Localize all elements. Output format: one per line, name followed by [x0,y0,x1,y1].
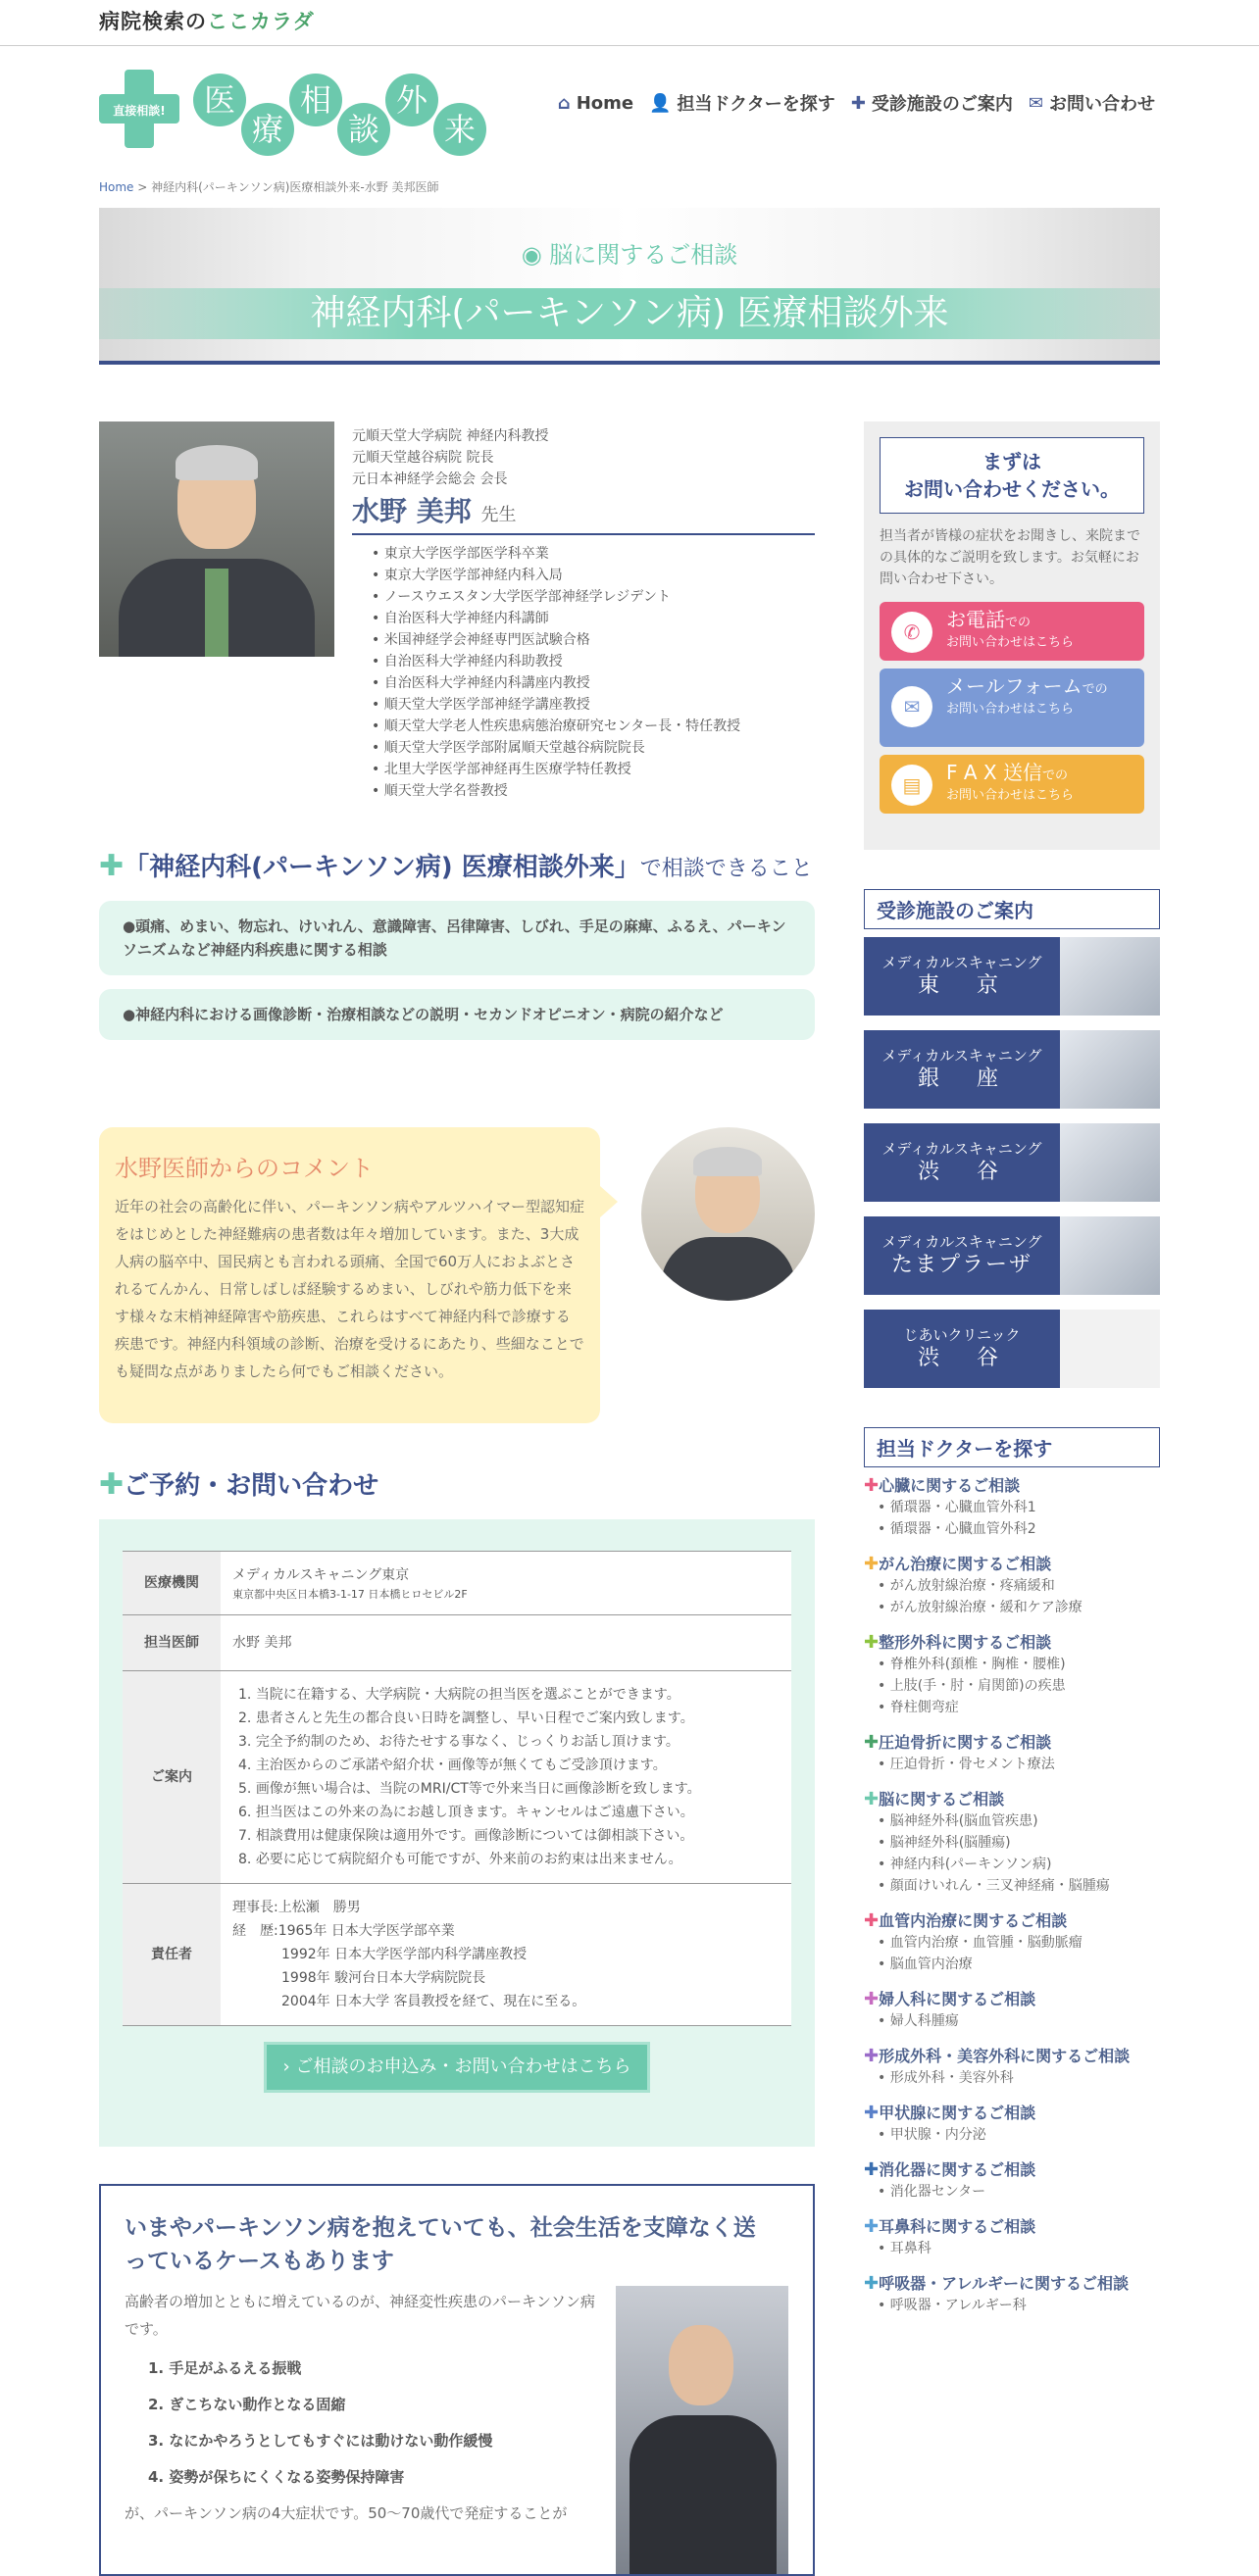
career-item: • 東京大学医学部神経内科入局 [372,565,740,586]
guide-item: 8. 必要に応じて病院紹介も可能ですが、外来前のお約束は出来ません。 [238,1852,682,1867]
article-outro: が、パーキンソン病の4大症状です。50～70歳代で発症することが [125,2504,568,2522]
consult-item: ●頭痛、めまい、物忘れ、けいれん、意識障害、呂律障害、しびれ、手足の麻痺、ふるえ、パーキンソニズムなど神経内科疾患に関する相談 [99,901,815,975]
doctor-category-link[interactable] [864,2046,1160,2067]
plus-icon: ✚ [864,2046,880,2066]
career-item: • 東京大学医学部医学科卒業 [372,543,740,565]
doctor-link[interactable]: • 形成外科・美容外科 [864,2067,1160,2089]
guide-item: 3. 完全予約制のため、お待たせする事なく、じっくりお話し頂けます。 [238,1734,680,1750]
career-item: • ノースウエスタン大学医学部神経学レジデント [372,586,740,608]
comment-body: 近年の社会の高齢化に伴い、パーキンソン病やアルツハイマー型認知症をはじめとした神経難病の患者数は年々増加しています。また、3大成人病の脳卒中、国民病とも言われる頭痛、全国で60万人におよぶとされるてんかん、日常しばしば経験するめまい、しびれや筋力低下を来す様々な末梢神経障害や筋疾患、これらはすべて神経内科で診療する疾患です。神経内科領域の診断、治療を受けるにあたり、些細なことでも疑問な点がありましたら何でもご相談ください。 [115,1198,584,1380]
doctor-link[interactable]: • 圧迫骨折・骨セメント療法 [864,1754,1160,1775]
doctor-link-list [864,1754,1160,1775]
career-item: • 順天堂大学老人性疾患病態治療研究センター長・特任教授 [372,716,740,737]
nav-label: 担当ドクターを探す [677,94,835,115]
fax-icon: ▤ [891,765,932,806]
category-label: 呼吸器・アレルギーに関するご相談 [879,2274,1130,2293]
cross-icon [99,70,179,148]
doctor-category-link[interactable] [864,1989,1160,2010]
plus-icon: ✚ [99,1467,125,1502]
symptom-text: 姿勢が保ちにくくなる姿勢保持障害 [169,2468,405,2486]
btn-small: お問い合わせはこちら [946,788,1075,803]
doctor-category-link[interactable] [864,1632,1160,1654]
doctor-link[interactable]: • 甲状腺・内分泌 [864,2124,1160,2146]
institution-name: メディカルスキャニング東京 [232,1567,410,1583]
article-intro: 高齢者の増加とともに増えているのが、神経変性疾患のパーキンソン病です。 [125,2293,595,2338]
category-label: がん治療に関するご相談 [879,1555,1052,1573]
consult-apply-button[interactable] [264,2042,650,2093]
brand-char: 医 [193,74,246,126]
facility-sub: メディカルスキャニング [881,1233,1042,1251]
contact-heading: まずは お問い合わせください。 [880,437,1144,514]
hero-category-text: 脳に関するご相談 [549,241,738,269]
chevron-right-icon: › [282,2056,296,2077]
doctor-name-text: 水野 美邦 [352,495,472,527]
plus-icon: ✚ [864,2159,880,2180]
guide-text: 当院に在籍する、大学病院・大病院の担当医を選ぶことができます。 [255,1687,680,1703]
doctor-link[interactable]: • 循環器・心臓血管外科1 [864,1497,1160,1518]
header [0,46,1259,173]
brand-char: 外 [385,74,438,126]
resp-line: 1992年 日本大学医学部内科学講座教授 [281,1947,528,1962]
career-item: • 米国神経学会神経専門医試験合格 [372,629,740,651]
article-box [99,2184,815,2576]
facility-photo [1060,1216,1160,1295]
plus-icon: ✚ [864,2103,880,2123]
guide-item: 4. 主治医からのご承諾や紹介状・画像等が無くてもご受診頂けます。 [238,1758,667,1773]
doctor-finder-title: 担当ドクターを探す [864,1427,1160,1467]
guide-text: 必要に応じて病院紹介も可能ですが、外来前のお約束は出来ません。 [255,1852,682,1867]
doctor-link-list [864,2124,1160,2146]
doctor-link-list [864,2067,1160,2089]
category-label: 耳鼻科に関するご相談 [879,2217,1036,2236]
facility-link[interactable] [864,1310,1160,1388]
phone-icon: ✆ [891,612,932,653]
hero-category [99,235,1160,270]
doctor-link-list [864,2238,1160,2259]
top-bar [0,0,1259,46]
guide-text: 画像が無い場合は、当院のMRI/CT等で外来当日に画像診断を致します。 [255,1781,701,1797]
doctor-link[interactable]: • がん放射線治療・疼痛緩和 [864,1575,1160,1597]
reservation-table [123,1551,791,2026]
facility-link[interactable] [864,1123,1160,1202]
facilities-title: 受診施設のご案内 [864,889,1160,929]
hero-banner [99,208,1160,365]
doctor-link[interactable]: • 脊椎外科(頚椎・胸椎・腰椎) [864,1654,1160,1675]
symptom-item: 3. なにかやろうとしてもすぐには動けない動作緩慢 [148,2432,493,2450]
doctor-title: 元順天堂越谷病院 院長 [352,450,494,466]
doctor-link-list [864,1810,1160,1897]
facility-photo [1060,937,1160,1016]
facility-photo [1060,1123,1160,1202]
breadcrumb-home-link[interactable]: Home [99,180,134,194]
category-label: 甲状腺に関するご相談 [879,2104,1036,2122]
table-row [123,1615,791,1671]
mail-contact-button[interactable] [880,669,1144,747]
btn-big: お電話 [946,608,1005,631]
plus-icon: ✚ [99,849,125,883]
plus-icon: ✚ [864,2273,880,2294]
guide-text: 担当医はこの外来の為にお越し頂きます。キャンセルはご遠慮下さい。 [255,1805,694,1820]
table-row [123,1671,791,1884]
doctor-category-link[interactable] [864,2273,1160,2295]
main-nav [558,90,1155,116]
logo-accent-text: ここカラダ [207,10,315,33]
category-label: 脳に関するご相談 [879,1790,1005,1808]
doctor-link-list [864,2295,1160,2316]
doctor-link[interactable]: • 上肢(手・肘・肩関節)の疾患 [864,1675,1160,1697]
doctor-category-link[interactable] [864,1789,1160,1810]
phone-contact-button[interactable] [880,602,1144,661]
doctor-link-list [864,2010,1160,2032]
doctor-link[interactable]: • 婦人科腫瘍 [864,2010,1160,2032]
row-label: 担当医師 [123,1615,221,1671]
consult-heading [99,847,815,889]
reservation-box [99,1519,815,2147]
plus-icon: ✚ [864,1732,880,1753]
doctor-titles [352,425,548,490]
sidebar [864,421,1160,2316]
career-item: • 順天堂大学医学部神経学講座教授 [372,694,740,716]
guide-item: 2. 患者さんと先生の都合良い日時を調整し、早い日程でご案内致します。 [238,1710,694,1726]
facility-name: 渋 谷 [917,1160,1006,1184]
nav-find-doctor[interactable] [649,90,835,116]
category-label: 形成外科・美容外科に関するご相談 [879,2047,1131,2065]
doctor-title: 元日本神経学会総会 会長 [352,471,508,487]
doctor-category-link[interactable] [864,2159,1160,2181]
row-label: 責任者 [123,1884,221,2026]
doctor-link[interactable]: • 呼吸器・アレルギー科 [864,2295,1160,2316]
doctor-category-link[interactable] [864,2103,1160,2124]
plus-icon: ✚ [864,1910,880,1931]
career-item: • 順天堂大学名誉教授 [372,780,740,802]
hero-title-band [99,288,1160,339]
doctor-title: 元順天堂大学病院 神経内科教授 [352,428,549,444]
doctor-link[interactable]: • 脳神経外科(脳腫瘍) [864,1832,1160,1854]
table-row [123,1884,791,2026]
category-label: 婦人科に関するご相談 [879,1990,1036,2008]
resp-line: 理事長:上松瀬 勝男 [232,1900,361,1915]
doctor-category-link[interactable] [864,1910,1160,1932]
category-label: 血管内治療に関するご相談 [879,1911,1068,1930]
doctor-category-link[interactable] [864,1475,1160,1497]
doctor-photo [99,421,334,657]
facility-photo [1060,1030,1160,1109]
nav-facilities[interactable] [851,90,1013,116]
doctor-name [352,490,815,535]
guide-cell [221,1671,791,1884]
facility-name: 銀 座 [917,1066,1006,1091]
career-item: • 自治医科大学神経内科講座内教授 [372,672,740,694]
facility-sub: メディカルスキャニング [881,954,1042,971]
brand-char: 談 [337,103,390,156]
brand-char: 来 [433,103,486,156]
plus-icon: ✚ [864,1989,880,2009]
guide-list [232,1683,780,1871]
nav-label: 受診施設のご案内 [871,94,1013,115]
breadcrumb-separator: > [133,180,152,194]
table-row [123,1552,791,1615]
row-label: 医療機関 [123,1552,221,1615]
symptom-text: なにかやろうとしてもすぐには動けない動作緩慢 [169,2432,493,2450]
doctor-link-list [864,1497,1160,1540]
row-label: ご案内 [123,1671,221,1884]
career-item: • 自治医科大学神経内科助教授 [372,651,740,672]
facility-link[interactable] [864,1030,1160,1109]
doctor-link[interactable]: • 顔面けいれん・三叉神経痛・脳腫瘍 [864,1875,1160,1897]
reservation-heading [99,1465,378,1506]
guide-text: 相談費用は健康保険は適用外です。画像診断については御相談下さい。 [255,1828,694,1844]
career-item: • 自治医科大学神経内科講師 [372,608,740,629]
career-item: • 順天堂大学医学部附属順天堂越谷病院院長 [372,737,740,759]
consult-section [99,847,815,1040]
doctor-link[interactable]: • 耳鼻科 [864,2238,1160,2259]
plus-icon: ✚ [864,2216,880,2237]
category-label: 心臓に関するご相談 [879,1476,1021,1495]
career-item: • 北里大学医学部神経再生医療学特任教授 [372,759,740,780]
doctor-link[interactable]: • 神経内科(パーキンソン病) [864,1854,1160,1875]
breadcrumb-current: 神経内科(パーキンソン病)医療相談外来-水野 美邦医師 [151,180,439,194]
facility-photo [1060,1310,1160,1388]
category-label: 消化器に関するご相談 [879,2160,1036,2179]
doctor-cell: 水野 美邦 [221,1615,791,1671]
doctor-category-list [864,1475,1160,2316]
contact-box [864,421,1160,850]
facility-name: たまプラーザ [890,1253,1032,1277]
consult-item: ●神経内科における画像診断・治療相談などの説明・セカンドオピニオン・病院の紹介など [99,989,815,1040]
brand-badge: 直接相談! [113,104,166,118]
facilities-section [864,889,1160,1388]
doctor-link-list [864,1575,1160,1618]
guide-text: 完全予約制のため、お待たせする事なく、じっくりお話し頂けます。 [255,1734,680,1750]
btn-small: お問い合わせはこちら [946,702,1075,717]
facility-link[interactable] [864,937,1160,1016]
plus-icon: ✚ [864,1632,880,1653]
plus-icon: ✚ [864,1475,880,1496]
brand-char: 療 [241,103,294,156]
doctor-finder [864,1427,1160,2316]
guide-item: 1. 当院に在籍する、大学病院・大病院の担当医を選ぶことができます。 [238,1687,680,1703]
consult-heading-sub: で相談できること [639,857,813,881]
symptom-item: 1. 手足がふるえる振戦 [148,2359,302,2377]
brand-logo[interactable] [99,64,511,152]
contact-desc: 担当者が皆様の症状をお聞きし、来院までの具体的なご説明を致します。お気軽にお問い合わせ下さい。 [880,528,1140,587]
nav-contact[interactable] [1029,90,1155,116]
facility-sub: メディカルスキャニング [881,1047,1042,1065]
doctor-link-list [864,2181,1160,2203]
resp-line: 経 歴:1965年 日本大学医学部卒業 [232,1923,455,1939]
page-title: 神経内科(パーキンソン病) 医療相談外来 [310,293,949,333]
site-logo[interactable] [99,6,315,35]
doctor-link[interactable]: • 消化器センター [864,2181,1160,2203]
doctor-search-icon: 👤 [649,92,672,114]
responsible-cell [221,1884,791,2026]
doctor-link[interactable]: • 脳血管内治療 [864,1954,1160,1975]
mail-icon: ✉ [1028,92,1043,114]
facility-sub: じあいクリニック [903,1326,1021,1344]
btn-big: メールフォーム [946,674,1083,698]
doctor-link[interactable]: • がん放射線治療・緩和ケア診療 [864,1597,1160,1618]
institution-address: 東京都中央区日本橋3-1-17 日本橋ヒロセビル2F [232,1588,468,1601]
category-label: 整形外科に関するご相談 [879,1633,1052,1652]
nav-label: Home [576,92,634,114]
doctor-category-link[interactable] [864,1554,1160,1575]
doctor-speaking-photo [616,2286,788,2576]
doctor-round-photo [641,1127,815,1301]
symptom-item: 2. ぎこちない動作となる固縮 [148,2396,346,2413]
reservation-heading-text: ご予約・お問い合わせ [124,1471,379,1501]
resp-line: 2004年 日本大学 客員教授を経て、現在に至る。 [281,1994,586,2009]
doctor-link-list [864,1932,1160,1975]
doctor-link[interactable]: • 脊柱側弯症 [864,1697,1160,1718]
doctor-link[interactable]: • 脳神経外科(脳血管疾患) [864,1810,1160,1832]
doctor-link-list [864,1654,1160,1718]
doctor-comment [99,1127,600,1423]
guide-item: 6. 担当医はこの外来の為にお越し頂きます。キャンセルはご遠慮下さい。 [238,1805,694,1820]
doctor-category-link[interactable] [864,2216,1160,2238]
btn-big: F A X 送信 [946,761,1042,784]
speech-arrow [600,1186,618,1217]
comment-title: 水野医師からのコメント [115,1155,374,1182]
doctor-career [372,543,740,802]
category-label: 圧迫骨折に関するご相談 [879,1733,1052,1752]
doctor-link[interactable]: • 血管内治療・血管腫・脳動脈瘤 [864,1932,1160,1954]
nav-label: お問い合わせ [1049,94,1155,115]
btn-small: お問い合わせはこちら [946,635,1075,650]
brand-char: 相 [289,74,342,126]
btn-small: での [1082,682,1108,697]
institution-cell [221,1552,791,1615]
brain-icon: ◉ [521,241,550,269]
breadcrumb [99,178,439,195]
symptom-text: ぎこちない動作となる固縮 [169,2396,346,2413]
plus-icon: ✚ [864,1554,880,1574]
btn-small: での [1041,768,1068,783]
home-icon: ⌂ [557,92,571,114]
logo-text: 病院検索の [99,10,207,33]
facility-link[interactable] [864,1216,1160,1295]
btn-small: での [1005,616,1032,630]
nav-home[interactable] [558,90,633,116]
doctor-category-link[interactable] [864,1732,1160,1754]
guide-text: 主治医からのご承諾や紹介状・画像等が無くてもご受診頂けます。 [255,1758,667,1773]
article-title: いまやパーキンソン病を抱えていても、社会生活を支障なく送っているケースもあります [125,2215,756,2274]
symptom-item: 4. 姿勢が保ちにくくなる姿勢保持障害 [148,2468,405,2486]
guide-item: 5. 画像が無い場合は、当院のMRI/CT等で外来当日に画像診断を致します。 [238,1781,701,1797]
facility-name: 東 京 [917,973,1006,998]
symptom-text: 手足がふるえる振戦 [169,2359,302,2377]
plus-square-icon: ✚ [850,92,866,114]
consult-heading-main: 「神経内科(パーキンソン病) 医療相談外来」 [124,853,640,882]
facility-sub: メディカルスキャニング [881,1140,1042,1158]
doctor-link[interactable]: • 循環器・心臓血管外科2 [864,1518,1160,1540]
plus-icon: ✚ [864,1789,880,1809]
facility-name: 渋 谷 [917,1346,1006,1370]
fax-contact-button[interactable] [880,755,1144,814]
doctor-suffix: 先生 [480,505,517,525]
mail-icon: ✉ [891,686,932,727]
resp-line: 1998年 駿河台日本大学病院院長 [281,1970,486,1986]
guide-item: 7. 相談費用は健康保険は適用外です。画像診断については御相談下さい。 [238,1828,694,1844]
guide-text: 患者さんと先生の都合良い日時を調整し、早い日程でご案内致します。 [255,1710,694,1726]
cta-label: ご相談のお申込み・お問い合わせはこちら [295,2056,631,2077]
